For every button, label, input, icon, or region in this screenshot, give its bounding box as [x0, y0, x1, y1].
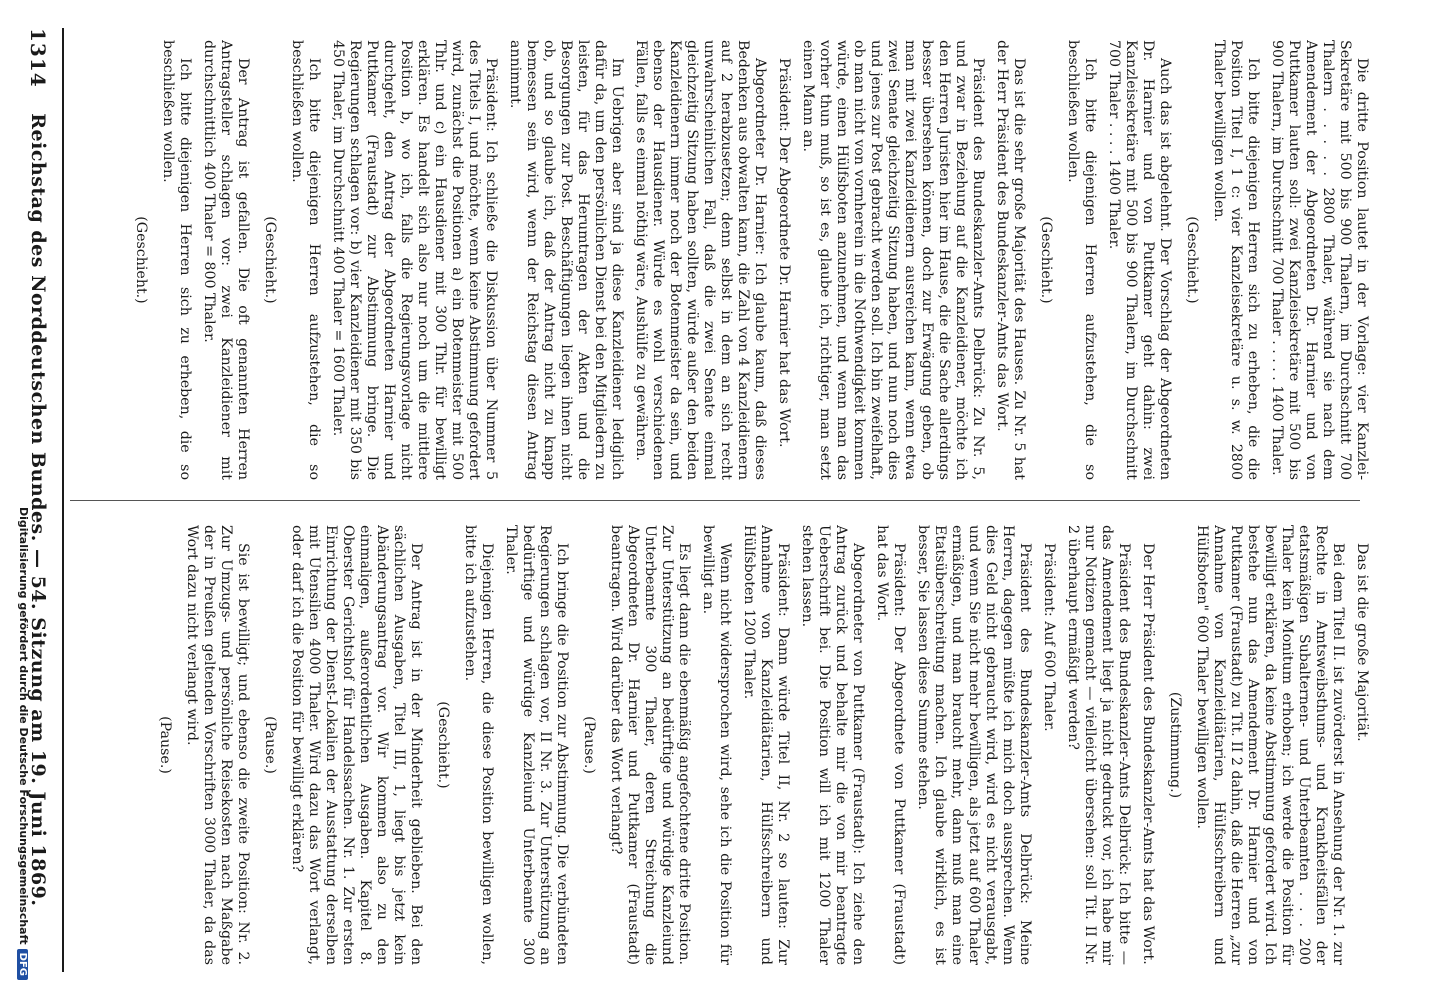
paragraph: Im Uebrigen aber sind ja diese Kanzleidiener lediglich dafür da, um den persönlichen Dienst bei den Mitgliedern zu leisten, für das Herumtragen der Akten und die Besorgungen zur Post. Beschäftigungen liegen ihnen nicht ob, und so glaube ich, daß der Antrag nicht zu knapp bemessen sein wird, wenn der Reichstag diesen Antrag annimmt. — [507, 40, 625, 480]
paragraph: Das ist die große Majorität. — [1354, 543, 1370, 742]
paragraph: Präsident des Bundeskanzler-Amts Delbrück: Ich bitte — das Amendement liegt ja nicht gedruckt vor, ich habe mir nur Notizen gemacht — vielleicht übersehen: soll Tit. II Nr. 2 überhaupt ermäßigt werden? — [1065, 525, 1132, 965]
header-rule — [62, 28, 64, 972]
paragraph: Präsident: Ich schließe die Diskussion über Nummer 5 des Titels I, und möchte, wenn keine Abstimmung gefordert wird, zunächst die Positionen a) ein Botenmeister mit 500 Thlr. und c) ein Hausdiener mit 300 Thlr. für bewilligt erklären. Es handelt sich also nur noch um die mittlere Position b, wo ich, falls die Regierungsvorlage nicht durchgeht, den Antrag der Abgeordneten Harnier und Puttkamer (Fraustadt) zur Abstimmung bringe. Die Regierungen schlagen vor: b) vier Kanzleidiener mit 350 bis 450 Thaler, im Durchschnitt 400 Thaler = 1600 Thaler. — [330, 40, 499, 480]
stage-direction: (Pause.) — [157, 716, 173, 774]
stage-direction: (Geschieht.) — [1038, 216, 1054, 304]
paragraph: Abgeordneter von Puttkamer (Fraustadt): Ich ziehe den Antrag zurück und behalte mir die von mir beantragte Ueberschrift bei. Die Position will ich mit 1200 Thaler stehen lassen. — [799, 525, 866, 965]
paragraph: Ich bitte diejenigen Herren aufzustehen, die so beschließen wollen. — [1065, 40, 1098, 480]
paragraph: Es liegt dann die ebenmäßig angefochtene dritte Position. Zur Unterstützung an bedürftige und würdige Kanzleiund Unterbeamte 300 Thaler, deren Streichung die Abgeordneten Dr. Harnier und Puttkamer (Fraustadt) beantragen. Wird darüber das Wort verlangt? — [608, 525, 692, 965]
header-title: Reichstag des Norddeutschen Bundes. — 54. Sitzung am 19. Juni 1869. — [27, 113, 49, 907]
stage-direction: (Geschieht.) — [435, 701, 451, 789]
column-divider — [70, 500, 1360, 501]
stage-direction: (Zustimmung.) — [1167, 691, 1183, 799]
paragraph: Abgeordneter Dr. Harnier: Ich glaube kaum, daß dieses Bedenken aus obwalten kann, die Zahl von 4 Kanzleidienern auf 2 herabzusetzen; denn selbst in dem an sich recht unwahrscheinlichen Fall, daß die zwei Senate einmal gleichzeitig Sitzung haben sollten, würde außer den beiden Kanzleidienern immer noch der Botenmeister da sein, und ebenso der Hausdiener. Würde es wohl verschiedenen Fällen, falls es einmal nöthig wäre, Aushülfe zu gewähren. — [633, 40, 768, 480]
paragraph: Auch das ist abgelehnt. Der Vorschlag der Abgeordneten Dr. Harnier und von Puttkamer geht dahin: zwei Kanzleisekretäre mit 500 bis 900 Thalern, im Durchschnitt 700 Thaler . . . . 1400 Thaler. — [1106, 40, 1173, 480]
paragraph: Präsident des Bundeskanzler-Amts Delbrück: Meine Herren, dagegen müßte ich mich doch aussprechen. Wenn dies Geld nicht gebraucht wird, wird es nicht verausgabt, und wenn Sie nicht mehr bewilligen, als jetzt auf 600 Thaler ermäßigen, und man braucht mehr, dann muß man eine Etatsüberschreitung machen. Ich glaube wirklich, es ist besser, Sie lassen diese Summe stehen. — [915, 525, 1033, 965]
page-number: 1314 — [26, 28, 50, 88]
paragraph: Der Antrag ist gefallen. Die oft genannten Herren Antragsteller schlagen vor: zwei Kanzleidiener mit durchschnittlich 400 Thaler = 800 Thaler. — [201, 40, 251, 480]
stage-direction: (Geschieht.) — [133, 216, 149, 304]
paragraph: Die dritte Position lautet in der Vorlage: vier Kanzlei-Sekretäre mit 500 bis 900 Thalern, im Durchschnitt 700 Thalern . . . . . 2800 Thaler, während sie nach dem Amendement der Abgeordneten Dr. Harnier und von Puttkamer lauten soll: zwei Kanzleisekretäre mit 500 bis 900 Thalern, im Durchschnitt 700 Thaler . . . . . 1400 Thaler. — [1269, 40, 1370, 480]
paragraph: Präsident: Dann würde Titel II, Nr. 2 so lauten: Zur Annahme von Kanzleidiätarien, Hülfsschreibern und Hülfsboten 1200 Thaler. — [741, 525, 791, 965]
paragraph: Der Antrag ist in der Minderheit geblieben. Bei den sächlichen Ausgaben, Titel III, 1, liegt bis jetzt kein Abänderungsantrag vor. Wir kommen also zu den einmaligen, außerordentlichen Ausgaben. Kapitel 8. Oberster Gerichtshof für Handelssachen. Nr. 1. Zur ersten Einrichtung der Dienst-Lokalien der Ausstattung derselben mit Utensilien 4000 Thaler. Wird dazu das Wort verlangt, oder darf ich die Position für bewilligt erklären? — [289, 525, 424, 965]
dfg-logo: DFG — [17, 949, 28, 980]
paragraph: Ich bitte diejenigen Herren sich zu erheben, die die Position Titel I, 1 c: vier Kanzleisekretäre u. s. w. 2800 Thaler bewilligen wollen. — [1211, 40, 1261, 480]
paragraph: Präsident: Der Abgeordnete von Puttkamer (Fraustadt) hat das Wort. — [874, 525, 907, 965]
paragraph: Sie ist bewilligt; und ebenso die zweite Position: Nr. 2. Zur Umzugs- und persönliche Reisekosten nach Maßgabe der in Preußen geltenden Vorschriften 3000 Thaler, da das Wort dazu nicht verlangt wird. — [184, 525, 251, 965]
paragraph: Ich bringe die Position zur Abstimmung. Die verbündeten Regierungen schlagen vor, II Nr. 3. Zur Unterstützung an bedürftige und würdige Kanzleiund Unterbeamte 300 Thaler. — [503, 525, 570, 965]
paragraph: Ich bitte diejenigen Herren aufzustehen, die so beschließen wollen. — [289, 40, 322, 480]
paragraph: Bei dem Titel II. ist zuvörderst in Ansehung der Nr. 1. zur Rechte in Amtsweibsthums- und Krankheitsfällen der etatsmäßigen Subalternen- und Unterbeamten . . . 200 Thaler kein Monitum erhoben; ich werde die Position für bewilligt erklären, da keine Abstimmung gefordert wird. Ich bestehe nun das Amendement Dr. Harnier und von Puttkamer (Fraustadt) zu Tit. II 2 dahin, daß die Herren „zur Annahme von Kanzleidiätarien, Hülfsschreibern und Hülfsboten" 600 Thaler bewilligen wollen. — [1194, 525, 1346, 965]
paragraph: Ich bitte diejenigen Herren sich zu erheben, die so beschließen wollen. — [160, 40, 193, 480]
paragraph: Präsident des Bundeskanzler-Amts Delbrück: Zu Nr. 5, und zwar in Beziehung auf die Kanzleidiener, möchte ich den Herren Juristen hier im Hause, die die Sache allerdings besser übersehen können, doch zur Erwägung geben, ob man mit zwei Kanzleidienern ausreichen kann, wenn etwa zwei Senate gleichzeitig Sitzung haben, und nun noch dies und jenes zur Post gebracht werden soll. Ich bin zweifelhaft, ob man nicht von vornherein in die Nothwendigkeit kommen würde, einen Hülfsboten anzunehmen, und wenn man das vorher thun muß, so ist es, glaube ich, richtiger, man setzt einen Mann an. — [800, 40, 986, 480]
paragraph: Präsident: Der Abgeordnete Dr. Harnier hat das Wort. — [776, 58, 792, 448]
digitization-text: Digitalisierung gefördert durch die Deutsche Forschungsgemeinschaft — [17, 506, 30, 945]
paragraph: Der Herr Präsident des Bundeskanzler-Amts hat das Wort. — [1140, 543, 1156, 965]
digitization-note — [17, 0, 30, 1000]
stage-direction: (Geschieht.) — [1184, 216, 1200, 304]
paragraph: Wenn nicht widersprochen wird, sehe ich die Position für bewilligt an. — [700, 525, 733, 965]
stage-direction: (Pause.) — [581, 716, 597, 774]
stage-direction: (Pause.) — [262, 716, 278, 774]
paragraph: Das ist die sehr große Majorität des Hauses. Zu Nr. 5 hat der Herr Präsident des Bundeskanzler-Amts das Wort. — [994, 40, 1027, 480]
paragraph: Präsident: Auf 600 Thaler. — [1041, 543, 1057, 732]
left-column — [80, 40, 1370, 480]
paragraph: Diejenigen Herren, die diese Position bewilligen wollen, bitte ich aufzustehen. — [462, 525, 495, 965]
right-column — [80, 525, 1370, 965]
stage-direction: (Geschieht.) — [262, 216, 278, 304]
